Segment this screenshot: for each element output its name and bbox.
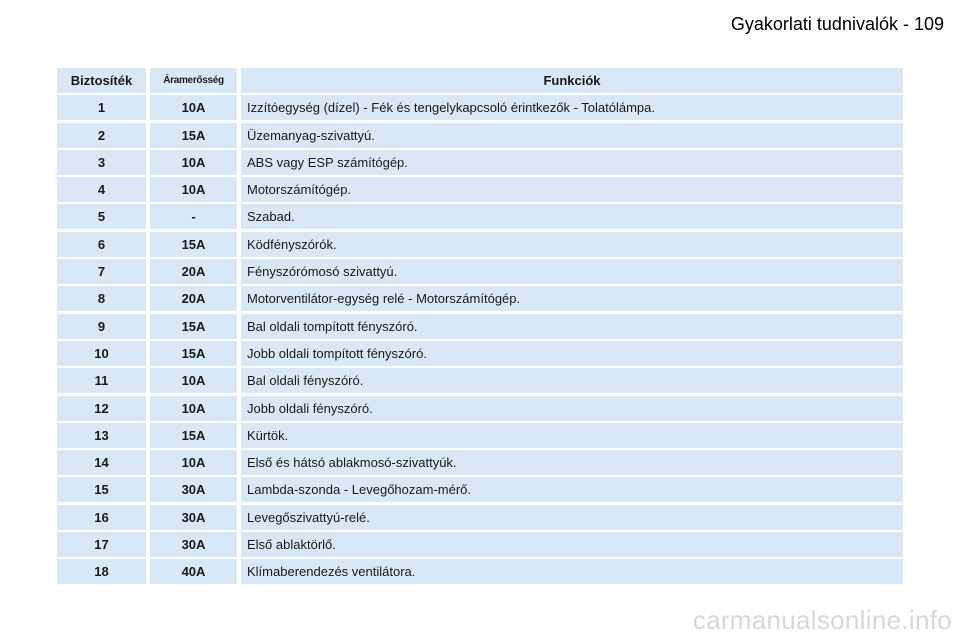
fuse-number-cell: 10 (57, 341, 146, 366)
table-row (57, 123, 903, 150)
function-cell: Első ablaktörlő. (241, 532, 903, 557)
amperage-cell: 10A (150, 150, 237, 175)
table-row (57, 341, 903, 368)
amperage-cell: 30A (150, 532, 237, 557)
function-cell: Üzemanyag-szivattyú. (241, 123, 903, 148)
watermark: carmanualsonline.info (692, 605, 952, 635)
table-row (57, 532, 903, 559)
table-row (57, 286, 903, 313)
amperage-cell: 10A (150, 95, 237, 120)
fuse-number-cell: 13 (57, 423, 146, 448)
function-cell: Fényszórómosó szivattyú. (241, 259, 903, 284)
amperage-cell: 10A (150, 177, 237, 202)
fuse-number-cell: 12 (57, 396, 146, 421)
amperage-cell: 40A (150, 559, 237, 584)
table-row (57, 396, 903, 423)
amperage-cell: 20A (150, 259, 237, 284)
table-row (57, 259, 903, 286)
function-cell: Motorventilátor-egység relé - Motorszámítógép. (241, 286, 903, 311)
amperage-cell: 10A (150, 368, 237, 393)
table-header-row (57, 68, 903, 95)
fuse-number-cell: 1 (57, 95, 146, 120)
page-title: Gyakorlati tudnivalók - 109 (730, 14, 944, 34)
function-cell: Első és hátsó ablakmosó-szivattyúk. (241, 450, 903, 475)
amperage-cell: 20A (150, 286, 237, 311)
amperage-cell: 15A (150, 314, 237, 339)
function-cell: Jobb oldali tompított fényszóró. (241, 341, 903, 366)
table-row (57, 450, 903, 477)
fuse-number-cell: 14 (57, 450, 146, 475)
function-cell: Izzítóegység (dízel) - Fék és tengelykapcsoló érintkezők - Tolatólámpa. (241, 95, 903, 120)
function-cell: Szabad. (241, 204, 903, 229)
fuse-number-cell: 9 (57, 314, 146, 339)
function-cell: Jobb oldali fényszóró. (241, 396, 903, 421)
table-row (57, 368, 903, 395)
fuse-number-cell: 15 (57, 477, 146, 502)
fuse-number-cell: 11 (57, 368, 146, 393)
table-row (57, 314, 903, 341)
table-row (57, 95, 903, 122)
amperage-cell: 10A (150, 450, 237, 475)
function-cell: Lambda-szonda - Levegőhozam-mérő. (241, 477, 903, 502)
table-body (57, 95, 903, 586)
table-row (57, 477, 903, 504)
fuse-number-cell: 5 (57, 204, 146, 229)
table-row (57, 505, 903, 532)
fuse-number-cell: 2 (57, 123, 146, 148)
function-cell: Klímaberendezés ventilátora. (241, 559, 903, 584)
column-header-fuse: Biztosíték (57, 68, 146, 93)
fuse-number-cell: 3 (57, 150, 146, 175)
fuse-number-cell: 17 (57, 532, 146, 557)
fuse-number-cell: 16 (57, 505, 146, 530)
table-row (57, 232, 903, 259)
amperage-cell: 15A (150, 123, 237, 148)
amperage-cell: 10A (150, 396, 237, 421)
amperage-cell: 15A (150, 232, 237, 257)
fuse-number-cell: 8 (57, 286, 146, 311)
function-cell: ABS vagy ESP számítógép. (241, 150, 903, 175)
table-row (57, 204, 903, 231)
fuse-number-cell: 4 (57, 177, 146, 202)
function-cell: Levegőszivattyú-relé. (241, 505, 903, 530)
table-row (57, 177, 903, 204)
fuse-number-cell: 6 (57, 232, 146, 257)
function-cell: Bal oldali fényszóró. (241, 368, 903, 393)
fuse-number-cell: 18 (57, 559, 146, 584)
table-row (57, 559, 903, 586)
function-cell: Bal oldali tompított fényszóró. (241, 314, 903, 339)
fuse-number-cell: 7 (57, 259, 146, 284)
function-cell: Kürtök. (241, 423, 903, 448)
function-cell: Motorszámítógép. (241, 177, 903, 202)
function-cell: Ködfényszórók. (241, 232, 903, 257)
fuse-table (57, 68, 903, 587)
amperage-cell: 30A (150, 477, 237, 502)
table-row (57, 423, 903, 450)
table-row (57, 150, 903, 177)
amperage-cell: 15A (150, 423, 237, 448)
column-header-amperage: Áramerősség (150, 68, 237, 93)
amperage-cell: 15A (150, 341, 237, 366)
column-header-functions: Funkciók (241, 68, 903, 93)
amperage-cell: - (150, 204, 237, 229)
amperage-cell: 30A (150, 505, 237, 530)
